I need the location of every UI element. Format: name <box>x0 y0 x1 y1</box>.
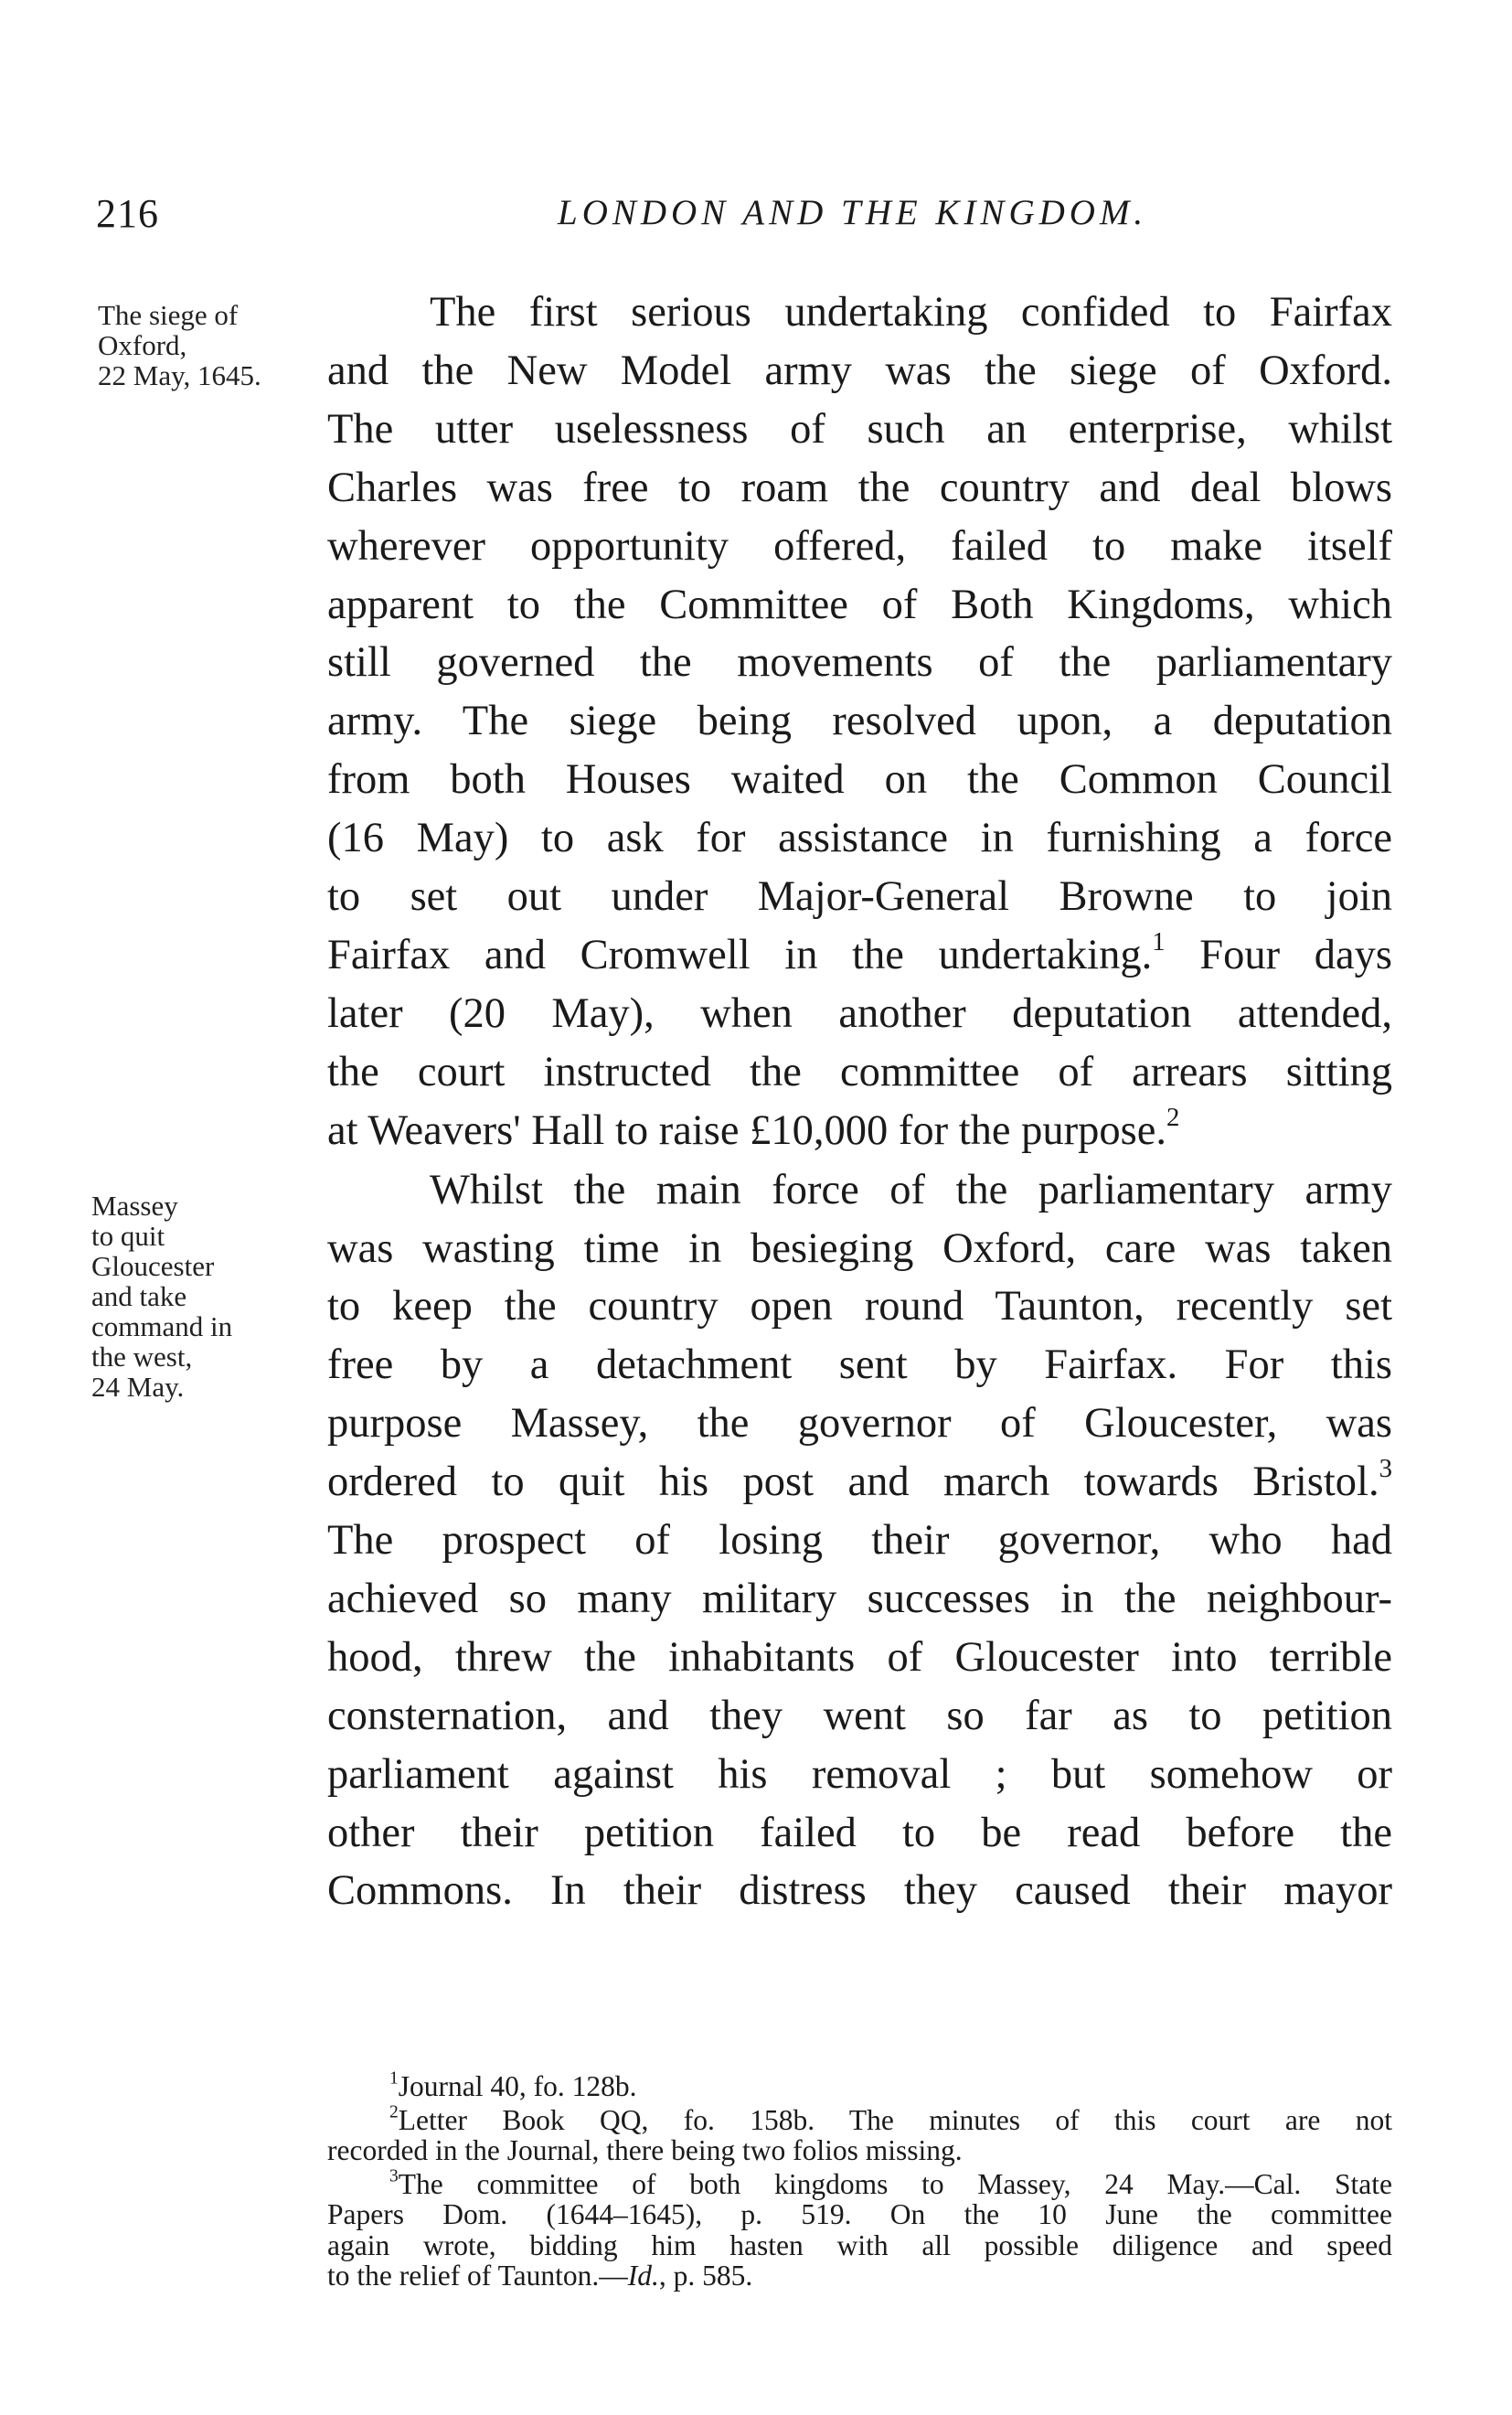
text-line: to set out under Major-General Browne to join <box>327 873 1392 921</box>
footnotes <box>327 2068 1392 2294</box>
footnote-line <box>327 2260 1392 2292</box>
text-line: was wasting time in besieging Oxford, care was taken <box>327 1224 1392 1272</box>
footnote-line <box>327 2101 1392 2136</box>
paragraph-siege-of-oxford <box>327 283 1392 1160</box>
text-line: The prospect of losing their governor, who had <box>327 1517 1392 1565</box>
page-header <box>96 190 1394 245</box>
text-line: army. The siege being resolved upon, a deputation <box>327 698 1392 745</box>
text-line: other their petition failed to be read before the <box>327 1809 1392 1856</box>
text-line: Whilst the main force of the parliamentary army <box>430 1166 1392 1213</box>
footnote-ref-2: 2 <box>1166 1102 1180 1132</box>
margin-note-line: Gloucester <box>91 1250 215 1282</box>
text-line: still governed the movements of the parliamentary <box>327 639 1392 687</box>
text-line: The first serious undertaking confided to Fairfax <box>430 289 1392 336</box>
text-line: from both Houses waited on the Common Council <box>327 756 1392 804</box>
footnote-line <box>327 2165 1392 2200</box>
text-line: consternation, and they went so far as to petition <box>327 1692 1392 1739</box>
paragraph-massey <box>327 1161 1392 1921</box>
text-line: and the New Model army was the siege of Oxford. <box>327 347 1392 394</box>
text-segment: The committee of both kingdoms to Massey, 24 May.—Cal. State <box>398 2167 1392 2200</box>
text-line: Charles was free to roam the country and deal blows <box>327 464 1392 511</box>
text-line <box>327 926 1392 985</box>
text-line: The utter uselessness of such an enterprise, whilst <box>327 405 1392 453</box>
margin-note-line: 22 May, 1645. <box>98 359 261 391</box>
body-text <box>327 283 1392 1920</box>
text-segment: Journal 40, fo. 128b. <box>398 2070 637 2102</box>
footnote-line <box>327 2068 1392 2102</box>
footnote-line: Papers Dom. (1644–1645), p. 519. On the 10 June the committee <box>327 2198 1392 2230</box>
footnote-2 <box>327 2101 1392 2166</box>
text-line <box>327 1453 1392 1512</box>
text-line: apparent to the Committee of Both Kingdoms, which <box>327 581 1392 628</box>
text-segment: at Weavers' Hall to raise £10,000 for the purpose. <box>327 1106 1167 1154</box>
text-line: the court instructed the committee of arrears sitting <box>327 1048 1392 1095</box>
footnote-line: again wrote, bidding him hasten with all possible diligence and speed <box>327 2228 1392 2261</box>
text-line: purpose Massey, the governor of Gloucester, was <box>327 1400 1392 1448</box>
page-number: 216 <box>96 191 159 236</box>
margin-note-line: the west, <box>91 1341 193 1373</box>
text-line <box>327 1102 1392 1160</box>
text-line: parliament against his removal ; but somehow or <box>327 1750 1392 1798</box>
text-line: later (20 May), when another deputation attended, <box>327 989 1392 1037</box>
margin-note-line: Oxford, <box>98 329 187 361</box>
margin-note-line: The siege of <box>98 299 239 331</box>
footnote-marker: 3 <box>389 2165 399 2185</box>
margin-note-siege-of-oxford <box>98 300 261 390</box>
margin-note-line: and take <box>91 1280 187 1312</box>
footnote-1 <box>327 2068 1392 2102</box>
footnote-ref-1: 1 <box>1152 926 1166 956</box>
text-segment: Fairfax and Cromwell in the undertaking. <box>327 931 1153 978</box>
text-line: wherever opportunity offered, failed to make itself <box>327 522 1392 570</box>
text-segment: , p. 585. <box>658 2260 753 2292</box>
text-line: achieved so many military successes in the neighbour- <box>327 1575 1392 1622</box>
text-line: hood, threw the inhabitants of Gloucester into terrible <box>327 1633 1392 1681</box>
text-line: Commons. In their distress they caused their mayor <box>327 1867 1392 1915</box>
margin-note-line: command in <box>91 1310 233 1342</box>
text-line: free by a detachment sent by Fairfax. For this <box>327 1341 1392 1389</box>
footnote-marker: 1 <box>389 2068 399 2089</box>
running-title: LONDON AND THE KINGDOM. <box>558 193 1148 232</box>
text-segment: Letter Book QQ, fo. 158b. The minutes of this court are not <box>398 2103 1392 2136</box>
margin-note-massey <box>91 1191 232 1402</box>
text-line: to keep the country open round Taunton, recently set <box>327 1283 1392 1330</box>
text-line: (16 May) to ask for assistance in furnishing a force <box>327 815 1392 862</box>
margin-note-line: 24 May. <box>91 1371 185 1403</box>
text-segment: Four days <box>1199 931 1392 978</box>
footnote-line: recorded in the Journal, there being two folios missing. <box>327 2134 963 2166</box>
margin-note-line: Massey <box>91 1190 178 1222</box>
margin-note-line: to quit <box>91 1220 165 1252</box>
footnote-marker: 2 <box>389 2101 399 2121</box>
footnote-3 <box>327 2165 1392 2292</box>
text-segment: to the relief of Taunton.— <box>327 2260 628 2292</box>
text-segment-italic: Id. <box>627 2260 659 2292</box>
footnote-ref-3: 3 <box>1379 1453 1392 1483</box>
text-segment: ordered to quit his post and march towards Bristol. <box>327 1459 1379 1506</box>
